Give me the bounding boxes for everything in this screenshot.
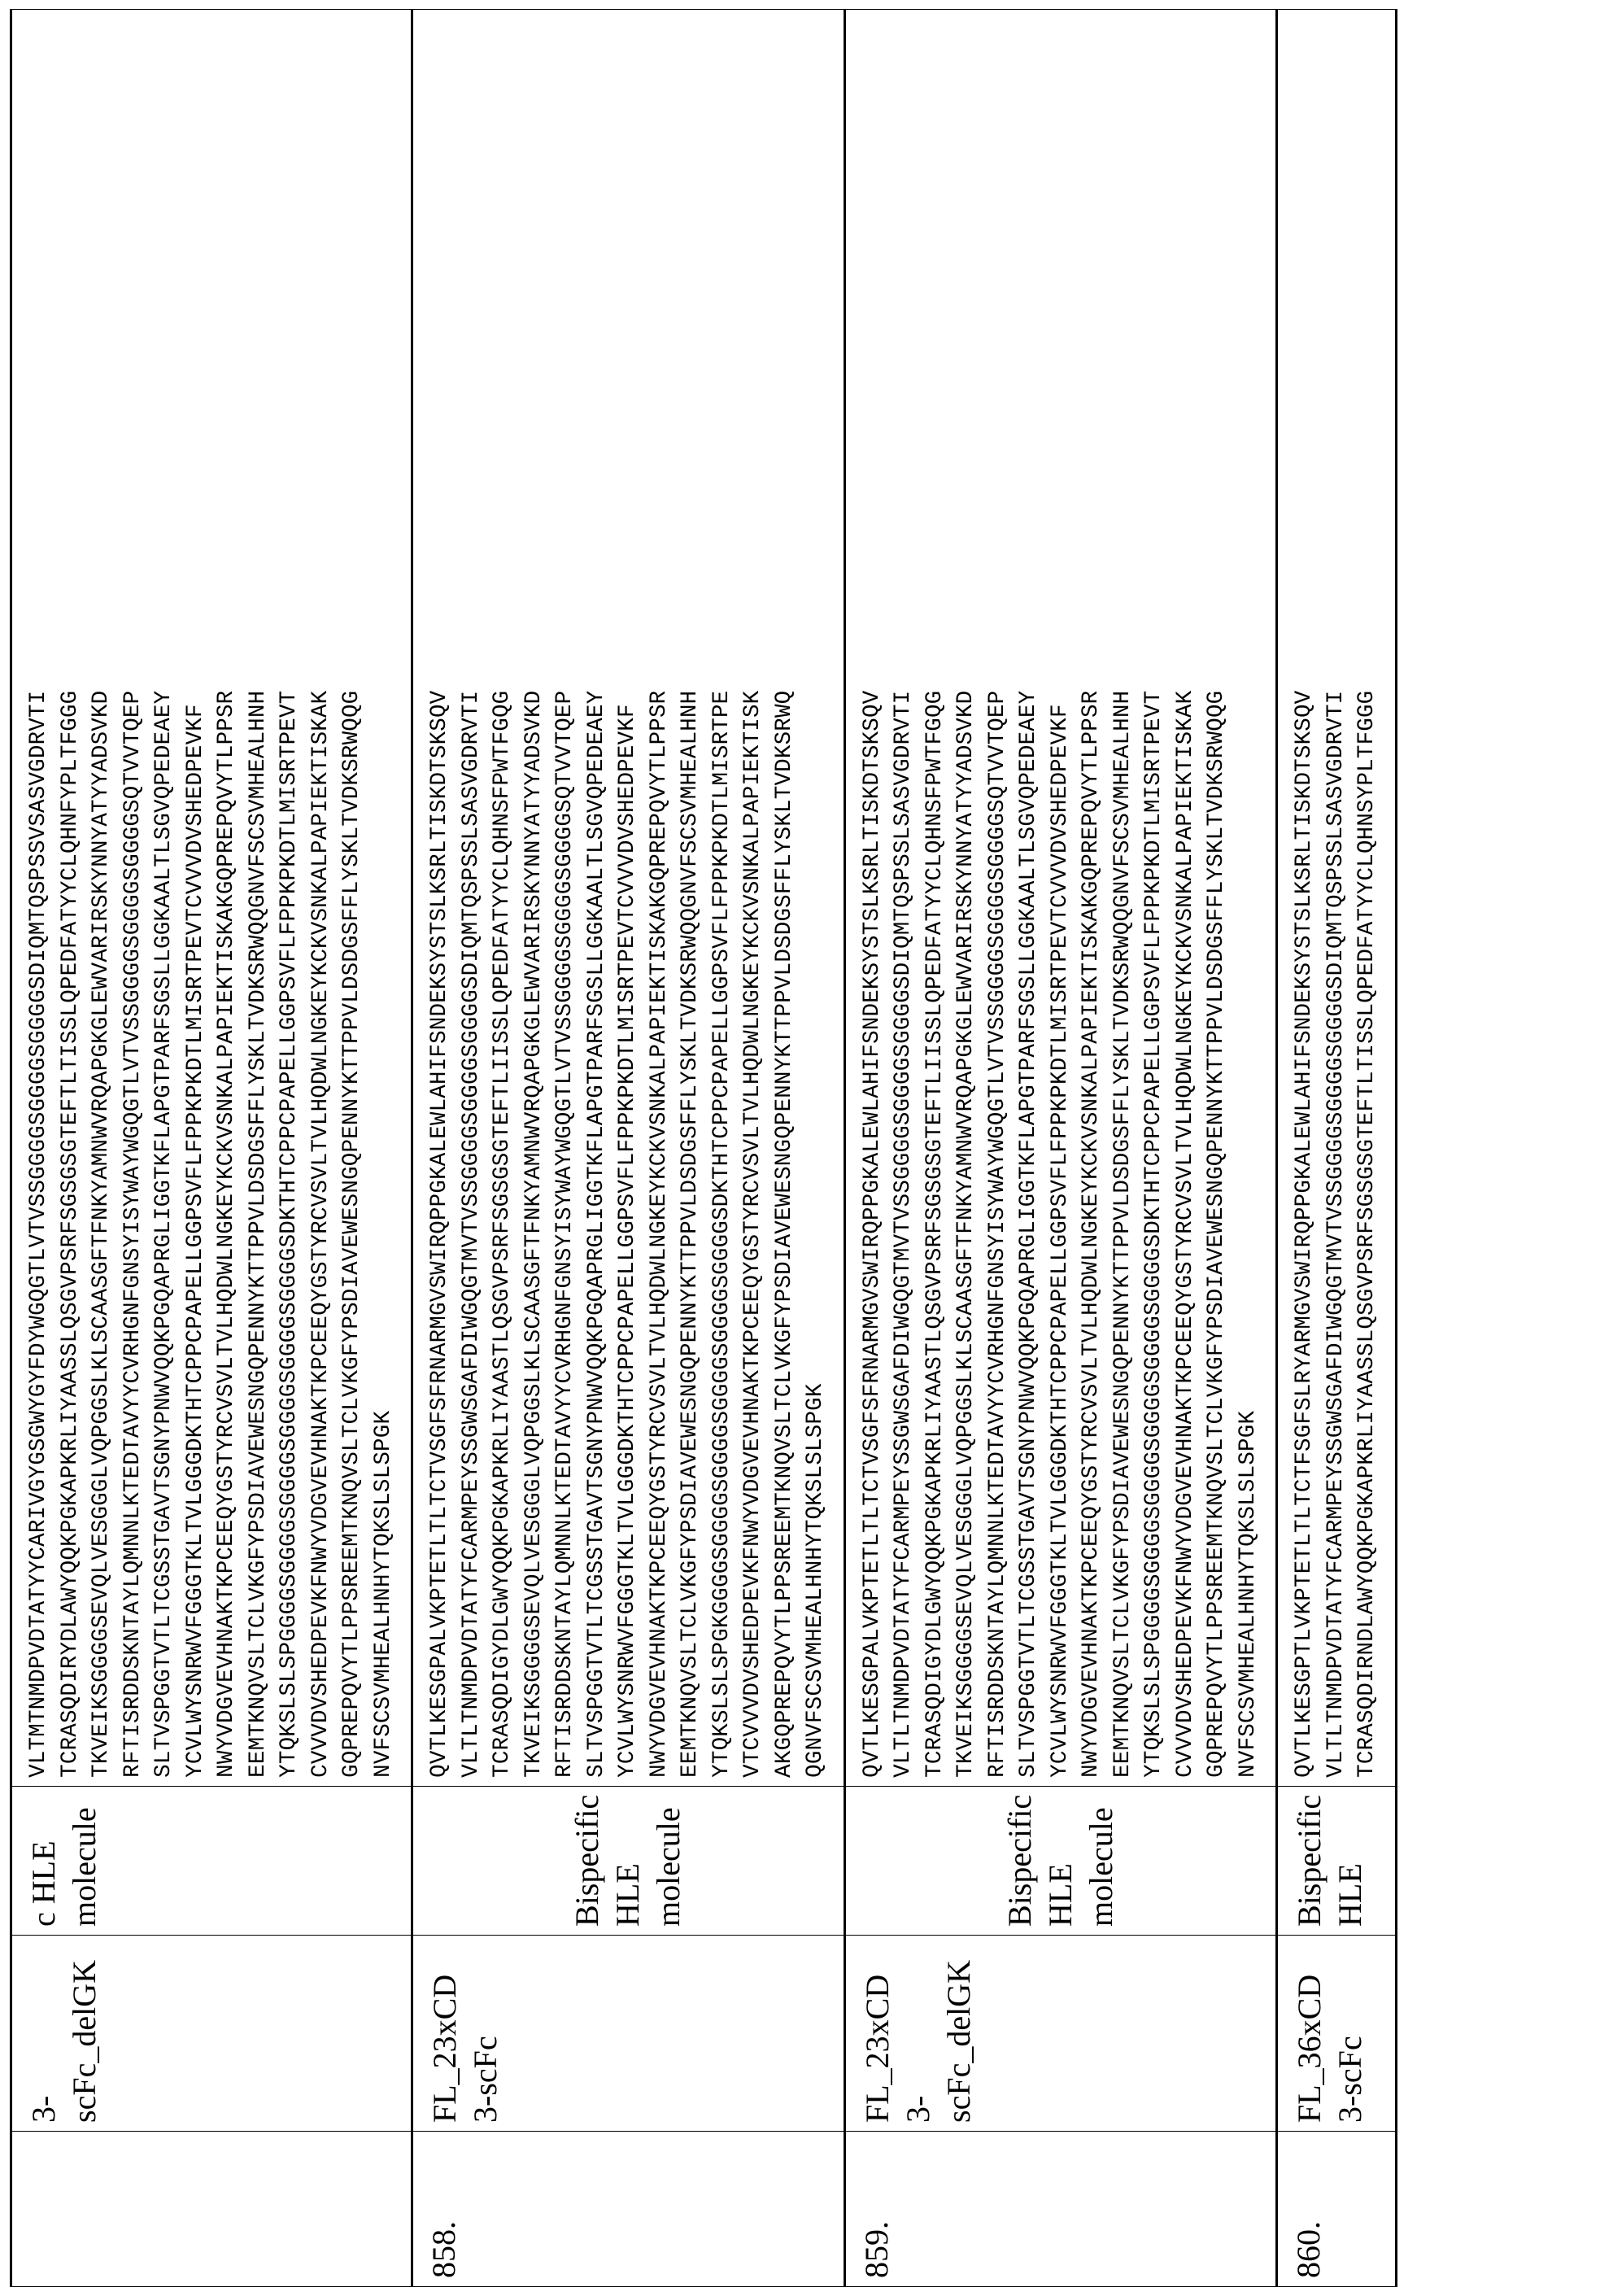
seq-line: YCVLWYSNRWVFGGGTKLTVLGGGDKTHTCPPCPAPELLGGPSVFLFPPKPKDTLMISRTPEVTCVVVDVSHEDPEVKF [615,704,640,1778]
seq-line: AKGQPREPQVYTLPPSREEMTKNQVSLTCLVKGFYPSDIAVEWESNGQPENNYKTTPPVLDSDGSFFLYSKLTVDKSRWQ [771,690,797,1778]
seq-line: QGNVFSCSVMHEALHNHYTQKSLSLSPGK [803,1383,828,1778]
seq-line: SLTVSPGGTVTLTCGSSTGAVTSGNYPNWVQQKPGQAPRGLIGGTKFLAPGTPARFSGSLLGGKAALTLSGVQPEDEAEY [151,690,177,1778]
seq-line: VLTLTNMDPVDTATYFCARMPEYSSGWSGAFDIWGQGTMVTVSSGGGGSGGGGSGGGGSDIQMTQSPSSLSASVGDRVTI [891,690,916,1778]
seq-line: NVFSCSVMHEALHNHYTQKSLSLSPGK [370,1410,396,1778]
table-row [11,10,412,2287]
seq-line: SLTVSPGGTVTLTCGSSTGAVTSGNYPNWVQQKPGQAPRGLIGGTKFLAPGTPARFSGSLLGGKAALTLSGVQPEDEAEY [1016,690,1041,1778]
seq-line: VLTMTNMDPVDTATYYCARIVGYGSGWYGYFDYWGQGTLVTVSSGGGGSGGGGSGGGGSDIQMTQSPSSVSASVGDRVTI [26,690,51,1778]
molecule-type-cell: Bispecific HLE [1277,1786,1397,1935]
seq-line: RFTISRDDSKNTAYLQMNNLKTEDTAVYYCVRHGNFGNSYISYWAYWGQGTLVTVSSGGGGSGGGGSGGGGSQTVVTQEP [120,690,146,1778]
seq-line: QVTLKESGPALVKPTETLTLTCTVSGFSFRNARMGVSWIRQPPGKALEWLAHIFSNDEKSYSTSLKSRLTISKDTSKSQV [427,690,452,1778]
table-row [1277,10,1397,2287]
seq-line: VLTLTNMDPVDTATYFCARMPEYSSGWSGAFDIWGQGTMVTVSSGGGGSGGGGSGGGGSDIQMTQSPSSLSASVGDRVTI [1323,690,1349,1778]
seq-line: TKVEIKSGGGGSEVQLVESGGGLVQPGGSLKLSCAASGFTFNKYAMNWVRQAPGKGLEWVARIRSKYNNYATYYADSVKD [953,690,979,1778]
molecule-type-cell: c HLE molecule [11,1786,412,1935]
seq-id-cell: 860. [1277,2132,1397,2287]
seq-line: YTQKSLSLSPGKGGGGSGGGGSGGGGSGGGGSGGGGSGGGGSDKTHTCPPCPAPELLGGPSVFLFPPKPKDTLMISRTPE [708,690,735,1778]
seq-line: GQPREPQVYTLPPSREEMTKNQVSLTCLVKGFYPSDIAVEWESNGQPENNYKTTPPVLDSDGSFFLYSKLTVDKSRWQQG [339,690,364,1778]
molecule-name-cell: FL_36xCD 3-scFc [1277,1936,1397,2132]
sequence-cell [1277,10,1397,1787]
molecule-name-cell: 3- scFc_delGK [11,1936,412,2132]
sequence-cell [11,10,412,1787]
seq-line: YCVLWYSNRWVFGGGTKLTVLGGGDKTHTCPPCPAPELLGGPSVFLFPPKPKDTLMISRTPEVTCVVVDVSHEDPEVKF [1047,704,1073,1778]
seq-line: TCRASQDIRNDLAWYQQKPGKAPKRLIYAASSLQSGVPSRFSGSGSGTEFTLTISSLQPEDFATYYCLQHNSYPLTFGGG [1354,690,1380,1778]
seq-line: NWYVDGVEVHNAKTKPCEEQYGSTYRCVSVLTVLHQDWLNGKEYKCKVSNKALPAPIEKTISKAKGQPREPQVYTLPPSR [214,690,239,1778]
seq-line: QVTLKESGPALVKPTETLTLTCTVSGFSFRNARMGVSWIRQPPGKALEWLAHIFSNDEKSYSTSLKSRLTISKDTSKSQV [859,690,885,1778]
seq-line: YTQKSLSLSPGGGGSGGGGSGGGGSGGGGSGGGGSGGGGSDKTHTCPPCPAPELLGGPSVFLFPPKPKDTLMISRTPEVT [277,690,302,1778]
seq-line: CVVVDVSHEDPEVKFNWYVDGVEVHNAKTKPCEEQYGSTYRCVSVLTVLHQDWLNGKEYKCKVSNKALPAPIEKTISKAK [1172,690,1198,1778]
molecule-name-cell: FL_23xCD 3- scFc_delGK [844,1936,1277,2132]
molecule-type-cell: Bispecific HLE molecule [412,1786,845,1935]
seq-line: CVVVDVSHEDPEVKFNWYVDGVEVHNAKTKPCEEQYGSTYRCVSVLTVLHQDWLNGKEYKCKVSNKALPAPIEKTISKAK [307,690,334,1778]
seq-line: EEMTKNQVSLTCLVKGFYPSDIAVEWESNGQPENNYKTTPPVLDSDGSFFLYSKLTVDKSRWQQGNVFSCSVMHEALHNH [678,690,703,1778]
seq-line: TCRASQDIGYDLGWYQQKPGKAPKRLIYAASTLQSGVPSRFSGSGSGTEFTLIISSLQPEDFATYYCLQHNSFPWTFGQG [922,690,948,1778]
seq-id-cell: 858. [412,2132,845,2287]
seq-line: TCRASQDIRYDLAWYQQKPGKAPKRLIYAASSLQSGVPSRFSGSGSGTEFTLTISSLQPEDFATYYCLQHNFYPLTFGGG [57,690,83,1778]
seq-line: EEMTKNQVSLTCLVKGFYPSDIAVEWESNGQPENNYKTTPPVLDSDGSFFLYSKLTVDKSRWQQGNVFSCSVMHEALHNH [1110,690,1136,1778]
sequence-cell [412,10,845,1787]
seq-line: NVFSCSVMHEALHNHYTQKSLSLSPGK [1235,1410,1261,1778]
seq-line: VTCVVVDVSHEDPEVKFNWYVDGVEVHNAKTKPCEEQYGSTYRCVSVLTVLHQDWLNGKEYKCKVSNKALPAPIEKTISK [740,690,765,1778]
seq-line: YTQKSLSLSPGGGGSGGGGSGGGGSGGGGSGGGGSGGGGSDKTHTCPPCPAPELLGGPSVFLFPPKPKDTLMISRTPEVT [1141,690,1166,1778]
seq-id-cell [11,2132,412,2287]
seq-line: NWYVDGVEVHNAKTKPCEEQYGSTYRCVSVLTVLHQDWLNGKEYKCKVSNKALPAPIEKTISKAKGQPREPQVYTLPPSR [646,690,672,1778]
seq-line: EEMTKNQVSLTCLVKGFYPSDIAVEWESNGQPENNYKTTPPVLDSDGSFFLYSKLTVDKSRWQQGNVFSCSVMHEALHNH [245,690,271,1778]
seq-line: SLTVSPGGTVTLTCGSSTGAVTSGNYPNWVQQKPGQAPRGLIGGTKFLAPGTPARFSGSLLGGKAALTLSGVQPEDEAEY [583,690,609,1778]
sequence-cell [844,10,1277,1787]
seq-line: TKVEIKSGGGGSEVQLVESGGGLVQPGGSLKLSCAASGFTFNKYAMNWVRQAPGKGLEWVARIRSKYNNYATYYADSVKD [521,690,547,1778]
sequence-table [10,9,1397,2287]
seq-line: TCRASQDIGYDLGWYQQKPGKAPKRLIYAASTLQSGVPSRFSGSGSGTEFTLIISSLQPEDFATYYCLQHNSFPWTFGQG [490,690,515,1778]
seq-line: RFTISRDDSKNTAYLQMNNLKTEDTAVYYCVRHGNFGNSYISYWAYWGQGTLVTVSSGGGGSGGGGSGGGGSQTVVTQEP [552,690,578,1778]
seq-line: RFTISRDDSKNTAYLQMNNLKTEDTAVYYCVRHGNFGNSYISYWAYWGQGTLVTVSSGGGGSGGGGSGGGGSQTVVTQEP [984,690,1010,1778]
seq-line: NWYVDGVEVHNAKTKPCEEQYGSTYRCVSVLTVLHQDWLNGKEYKCKVSNKALPAPIEKTISKAKGQPREPQVYTLPPSR [1079,690,1104,1778]
molecule-name-cell: FL_23xCD 3-scFc [412,1936,845,2132]
seq-line: QVTLKESGPTLVKPTETLTLTCTFSGFSLRYARMGVSWIRQPPGKALEWLAHIFSNDEKSYSTSLKSRLTISKDTSKSQV [1292,690,1317,1778]
seq-line: YCVLWYSNRWVFGGGTKLTVLGGGDKTHTCPPCPAPELLGGPSVFLFPPKPKDTLMISRTPEVTCVVVDVSHEDPEVKF [182,704,208,1778]
table-row [844,10,1277,2287]
seq-line: GQPREPQVYTLPPSREEMTKNQVSLTCLVKGFYPSDIAVEWESNGQPENNYKTTPPVLDSDGSFFLYSKLTVDKSRWQQG [1204,690,1229,1778]
molecule-type-cell: Bispecific HLE molecule [844,1786,1277,1935]
table-row [412,10,845,2287]
seq-line: VLTLTNMDPVDTATYFCARMPEYSSGWSGAFDIWGQGTMVTVSSGGGGSGGGGSGGGGSDIQMTQSPSSLSASVGDRVTI [458,690,484,1778]
seq-line: TKVEIKSGGGGSEVQLVESGGGLVQPGGSLKLSCAASGFTFNKYAMNWVRQAPGKGLEWVARIRSKYNNYATYYADSVKD [89,690,114,1778]
seq-id-cell: 859. [844,2132,1277,2287]
